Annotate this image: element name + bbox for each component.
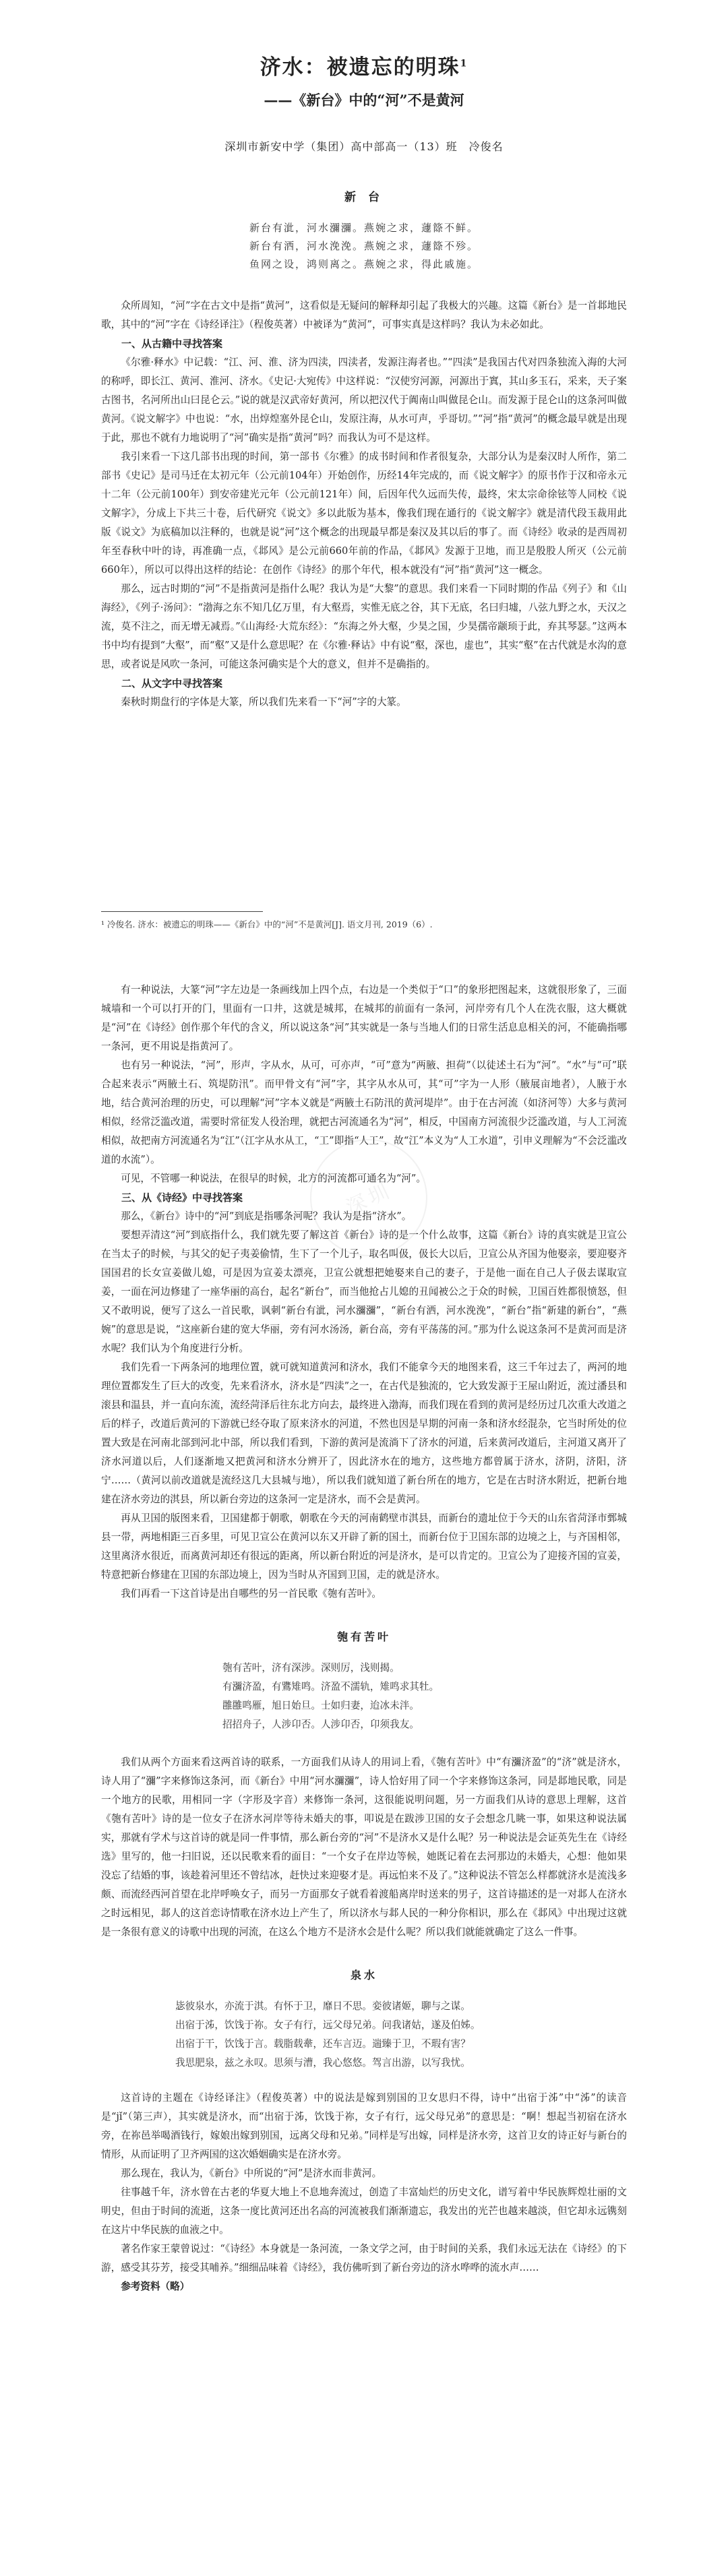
paragraph: 著名作家王蒙曾说过：“《诗经》本身就是一条河流，一条文学之河，由于时间的关系，我们永远无法在《诗经》的下游，感受其芬芳，接受其哺养。”细细品味着《诗经》，我仿佛听到了新台旁边的济水哗哗的流水声…… bbox=[101, 2243, 627, 2273]
poem-line: 新台有洒，河水浼浼。燕婉之求，蘧篨不殄。 bbox=[249, 240, 479, 252]
footnote-mark: 1 bbox=[460, 58, 468, 69]
paragraph: 要想弄清这“河”到底指什么，我们就先要了解这首《新台》诗的是一个什么故事，这篇《新台》诗的真实就是卫宣公在当太子的时候，与其父的妃子夷姜偷情，生下了一个儿子，取名叫伋，伋长大以后，卫宣公从齐国为他娶亲，要迎娶齐国国君的长女宣姜做儿媳，可是因为宣姜太漂亮，卫宣公就想把她娶来自己的妻子，于是他一面在自己人子伋去谋取宣姜，一面在河边修建了一座华丽的高台，起名“新台”，而当他抢占儿媳的丑闻被公之于众的时候，卫国百姓都很愤怒，但又不敢明说，便写了这么一首民歌，讽刺“新台有泚，河水瀰瀰”，“新台有洒，河水浼浼”，“新台”指“新建的新台”，“燕婉”的意思是说，“这座新台建的宽大华丽，旁有河水汤汤，新台高，旁有平荡荡的河。”那为什么说这条河不是黄河而是济水呢？我们认为个角度进行分析。 bbox=[101, 1229, 627, 1354]
opening-poem bbox=[0, 219, 728, 274]
poem-line: 鱼网之设，鸿则离之。燕婉之求，得此戚施。 bbox=[249, 258, 479, 270]
section-heading: 一、从古籍中寻找答案 bbox=[121, 338, 223, 350]
references-label: 参考资料（略） bbox=[121, 2281, 190, 2292]
poem-line: 出宿于泲，饮饯于祢。女子有行，远父母兄弟。问我诸姑，遂及伯姊。 bbox=[175, 2019, 481, 2031]
paragraph: 我们从两个方面来看这两首诗的联系，一方面我们从诗人的用词上看，《匏有苦叶》中“有瀰济盈”的“济”就是济水，诗人用了“瀰”字来修饰这条河，而《新台》中用“河水瀰瀰”，诗人恰好用了同一个字来修饰这条河，同是邶地民歌，同是一个地方的民歌，用相同一字（字形及字音）来修饰一条河，这很能说明问题，另一方面我们从诗的意思上理解，这首《匏有苦叶》诗的是一位女子在济水河岸等待未婚夫的事，叩说是在跋涉卫国的女子会想念几眺一事，如果这种说法属实，那就有学术与这首诗的就是同一件事情，那么新台旁的“河”不是济水又是什么呢？另一种说法是会证英先生在《诗经选》里写的，他一扫旧说，还以民歌来看的面目：“一个女子在岸边等候，她既记着在去河那边的未婚夫，心想：他如果没忘了结婚的事，该趁着河里还不曾结冰，赶快过来迎娶才是。再远怕来不及了。”这种说法不管怎么样都就济水是流浅多颇、而流经西河首望在北岸呼唤女子，而另一方面那女子就看着渡船离岸时送来的男子，这首诗描述的是一对邶人在济水之时远相见，邶人的这首恋诗情歌在济水边上产生了，所以济水与邶人民的一种分你相识，那么在《邶风》中出现过这就是一条很有意义的诗歌中出现的河流，在这么个地方不是济水会是什么呢？所以我们就能就确定了这么一件事。 bbox=[101, 1756, 627, 1938]
article-title: 济水：被遗忘的明珠$^1$ bbox=[260, 55, 468, 80]
poem-line: 我思肥泉，兹之永叹。思须与漕，我心悠悠。驾言出游，以写我忧。 bbox=[175, 2057, 471, 2068]
poem-line: 雝雝鸣雁，旭日始旦。士如归妻，迨冰未泮。 bbox=[222, 1700, 419, 1711]
section-heading: 三、从《诗经》中寻找答案 bbox=[121, 1192, 243, 1204]
paragraph: 有一种说法，大篆“河”字左边是一条画线加上四个点，右边是一个类似于“口”的象形把图起来，这就很形象了，三面城墙和一个可以打开的门，里面有一口井，这就是城邦，在城邦的前面有一条河，河岸旁有几个人在洗衣服，这大概就是“河”在《诗经》创作那个年代的含义，所以说这条“河”其实就是一条与当地人们的日常生活息息相关的河，不能确指哪一条河，更不用说是指黄河了。 bbox=[101, 984, 627, 1052]
poem-line: 出宿于干，饮饯于言。载脂载舝，还车言迈。遄臻于卫，不瑕有害？ bbox=[175, 2038, 471, 2050]
poem-title: 泉水 bbox=[350, 1969, 377, 1982]
footnote-rule bbox=[101, 911, 263, 912]
paragraph: 《尔雅·释水》中记载：“江、河、淮、济为四渎，四渎者，发源注海者也。”“四渎”是我国古代对四条独流入海的大河的称呼，即长江、黄河、淮河、济水。《史记·大宛传》中这样说：“汉使穷河源，河源出于窴，其山多玉石，采来，天子案古图书，名河所出山曰昆仑云。”说的就是汉武帝好黄河，所以把汉代于阗南山叫做昆仑山。而发源于昆仑山的这条河叫做黄河。《说文解字》中也说：“水，出焞煌塞外昆仑山，发原注海，从水可声，乎哥切。”“河”指“黄河”的概念最早就是出现于此，那也不就有力地说明了“河”确实是指“黄河”吗？而我认为可不是这样。 bbox=[101, 357, 627, 443]
footnote: ¹ 冷俊名. 济水：被遗忘的明珠——《新台》中的“河”不是黄河[J]. 语文月刊, 2019（6）. bbox=[101, 919, 433, 929]
poem-line: 新台有泚，河水瀰瀰。燕婉之求，蘧篨不鲜。 bbox=[249, 222, 479, 234]
author-line: 深圳市新安中学（集团）高中部高一（13）班 冷俊名 bbox=[224, 140, 504, 153]
poem-line: 有瀰济盈，有鷕雉鸣。济盈不濡轨，雉鸣求其牡。 bbox=[222, 1681, 439, 1692]
paragraph: 那么，远古时期的“河”不是指黄河是指什么呢？我认为是“大黎”的意思。我们来看一下同时期的作品《列子》和《山海经》，《列子·汤问》：“渤海之东不知几亿万里，有大壑焉，实惟无底之谷，其下无底，名曰归墟，八弦九野之水，天汉之流，莫不注之，而无增无减焉。”《山海经·大荒东经》：“东海之外大壑，少昊之国，少昊孺帝颛顼于此，弃其琴瑟。”这两本书中均有提到“大壑”，而“壑”又是什么意思呢？在《尔雅·释诂》中有说“壑，深也，虚也”，其实“壑”在古代就是水沟的意思，或者说是风吹一条河，可能这条河确实是个大的意义，但并不是确指的。 bbox=[101, 583, 627, 670]
poem-paoyouku bbox=[222, 1659, 506, 1734]
poem-line: 招招舟子，人涉卬否。人涉卬否，卬须我友。 bbox=[222, 1719, 419, 1730]
paragraph: 也有另一种说法，“河”，形声，字从水，从可，可亦声，“可”意为“两腋、担荷”（以徒述土石为“河”。“水”与“可”联合起来表示“两腋土石、筑堤防汛”。而甲骨文有“河”字，其字从水从可，其“可”字为一人形（腋展亩地者），人腋于水地，结合黄河治理的历史，可以理解“河”字本义就是“两腋土石防汛的黄河堤岸”。由于在古河流（如济河等）大多与黄河相似，经常泛滥改道，需要时常征发人役治理，就把古河流通名为“河”，相反，中国南方河流很少泛滥改道，与人工河流相似，故把南方河流通名为“江”（江字从水从工，“工”即指“人工”，故“江”本义为“人工水道”，引申义理解为“不会泛滥改道的水流”）。 bbox=[101, 1060, 627, 1165]
paragraph: 我引来看一下这几部书出现的时间，第一部书《尔雅》的成书时间和作者很复杂，大部分认为是秦汉时人所作，第二部书《史记》是司马迁在太初元年（公元前104年）开始创作，历经14年完成的，而《说文解字》的原书作于汉和帝永元十二年（公元前100年）到安帝建光元年（公元前121年）间，后因年代久远而失传，最终，宋太宗命徐铉等人同校《说文解字》，分成上下共三十卷，后代研究《说文》多以此版为基本，像我们现在通行的《说文解字》就是清代段玉裁用此版《说文》为底稿加以注释的，也就是说“河”这个概念的出现最早都是秦汉及其以后的事了。而《诗经》收录的是西周初年至春秋中叶的诗，再准确一点，《邶风》是公元前660年前的作品，《邶风》发源于卫地，而卫是殷股人所灭（公元前660年），所以可以得出这样的结论：在创作《诗经》的那个年代，根本就没有“河”指“黄河”这一概念。 bbox=[101, 451, 627, 576]
section-heading: 二、从文字中寻找答案 bbox=[121, 677, 223, 689]
paragraph: 那么现在，我认为，《新台》中所说的“河”是济水而非黄河。 bbox=[121, 2168, 382, 2179]
paragraph: 秦秋时期盘行的字体是大篆，所以我们先来看一下“河”字的大篆。 bbox=[121, 696, 406, 708]
article-subtitle: ——《新台》中的“河”不是黄河 bbox=[264, 92, 464, 109]
poem-title: 新 台 bbox=[344, 191, 384, 204]
paragraph: 再从卫国的版图来看，卫国建都于朝歌，朝歌在今天的河南鹤壁市淇县，而新台的遗址位于今天的山东省菏泽市鄄城县一带，两地相距三百多里，可见卫宣公在黄河以东又开辟了新的国土，而新台位于卫国东部的边境之上，与齐国相邻，这里离济水很近，而离黄河却还有很远的距离，所以新台附近的河是济水，是可以肯定的。卫宣公为了迎接齐国的宣姜，特意把新台修建在卫国的东部边境上，因为当时从齐国到卫国，走的就是济水。 bbox=[101, 1512, 627, 1581]
poem-quanshui bbox=[175, 1997, 553, 2073]
paragraph: 往事越千年，济水曾在古老的华夏大地上不息地奔流过，创造了丰富灿烂的历史文化，谱写着中华民族辉煌壮丽的文明史，但由于时间的流逝，这条一度比黄河还出名高的河流被我们渐渐遗忘，我发出的光芒也越来越淡，但它却永远镌刻在这片中华民族的血液之中。 bbox=[101, 2186, 627, 2236]
paragraph: 众所周知，“河”字在古文中是指“黄河”，这看似是无疑问的解释却引起了我极大的兴趣。这篇《新台》是一首邶地民歌，其中的“河”字在《诗经译注》（程俊英著）中被译为“黄河”，可事实真是这样吗？我认为未必如此。 bbox=[101, 300, 627, 330]
section-1 bbox=[101, 297, 627, 712]
paragraph: 那么，《新台》诗中的“河”到底是指哪条河呢？我认为是指“济水”。 bbox=[121, 1210, 412, 1222]
paragraph: 这首诗的主题在《诗经译注》（程俊英著）中的说法是嫁到别国的卫女思归不得，诗中“出宿于泲”中“泲”的读音是“jǐ”（第三声），其实就是济水，而“出宿于泲，饮饯于祢，女子有行，远父母兄弟”的意思是：“啊！想起当初宿在济水旁，在祢邑举喝酒钱行，嫁娘出嫁到别国，远离父母和兄弟。”同样是写出嫁，同样是济水旁，这首卫女的诗正好与新台的情形，从而证明了卫齐两国的这次婚姻确实是在济水旁。 bbox=[101, 2092, 627, 2160]
paragraph: 我们再看一下这首诗是出自哪些的另一首民歌《匏有苦叶》。 bbox=[121, 1588, 382, 1599]
paragraph: 可见，不管哪一种说法，在很早的时候，北方的河流都可通名为“河”。 bbox=[121, 1173, 426, 1184]
paragraph: 我们先看一下两条河的地理位置，就可就知道黄河和济水，我们不能拿今天的地图来看，这三千年过去了，两河的地理位置都发生了巨大的改变，先来看济水，济水是“四渎”之一，在古代是独流的，它大致发源于王屋山附近，流过潘县和滚县和温县，并一直向东流，流经菏泽后往东北方向去，最终进入渤海，而我们现在看到的黄河是经历过几次重大改道之后的样子，改道后黄河的下游就已经夺取了原来济水的河道，不然也因是早期的河南一条和济水经混杂，它当时所处的位置大致是在河南北部到河北中部，所以我们看到，下游的黄河是流淌下了济水的河道，后来黄河改道后，主河道又离开了济水河道以后，人们逐渐地又把黄河和济水分辨开了，因此济水在的地方，这些地方都曾属于济水，济阴，济阳，济宁……（黄河以前改道就是流经这几大县城与地），所以我们就知道了新台所在的地方，它是在古时济水附近，把新台地建在济水旁边的淇县，所以新台旁边的这条河一定是济水，而不会是黄河。 bbox=[101, 1361, 627, 1505]
watermark-seal: 深圳 bbox=[291, 1120, 446, 1275]
poem-title: 匏有苦叶 bbox=[336, 1630, 391, 1643]
poem-line: 毖彼泉水，亦流于淇。有怀于卫，靡日不思。娈彼诸姬，聊与之谋。 bbox=[175, 2000, 471, 2012]
poem-line: 匏有苦叶，济有深涉。深则厉，浅则揭。 bbox=[222, 1662, 400, 1674]
section-2 bbox=[101, 981, 627, 2296]
